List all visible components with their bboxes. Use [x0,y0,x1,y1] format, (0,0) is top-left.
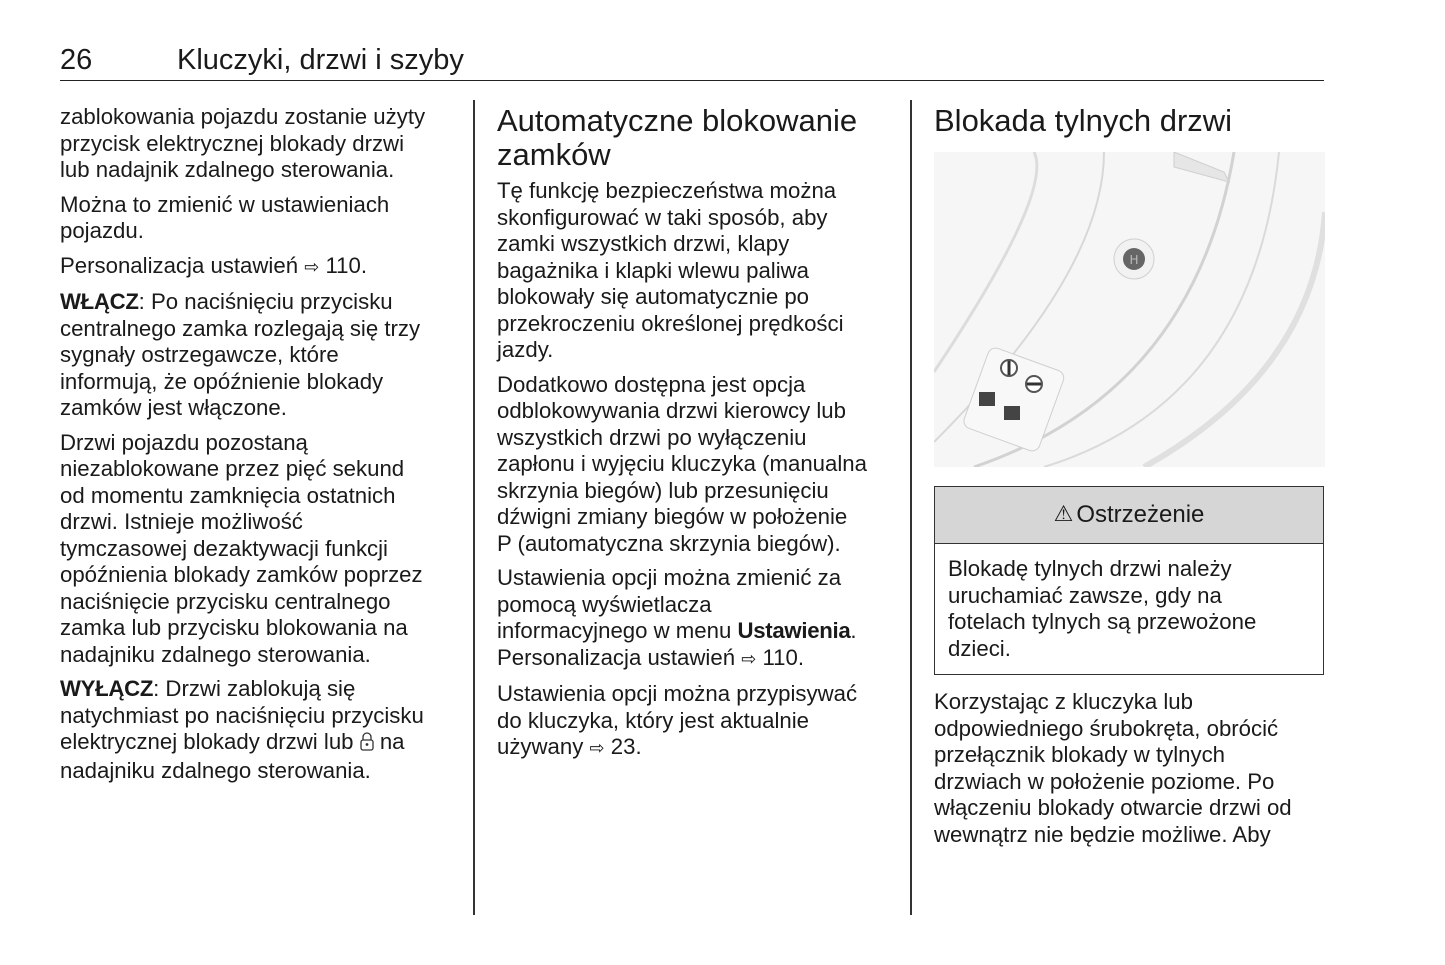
header-rule [60,80,1324,81]
paragraph: Można to zmienić w ustawieniach pojazdu. [60,191,390,243]
column-divider [910,100,912,915]
rear-door-lock-illustration [934,152,1325,467]
paragraph: Drzwi pojazdu pozostaną niezablokowane przez pięć sekund od momentu zamknięcia ostatnich drzwi. Istnieje możliwość tymczasowej dezaktywacji funkcji opóźnienia blokady zamków poprzez naciśnięcie przycisku centralnego zamka lub przycisku blokowania na nadajniku zdalnego sterowania. [60,429,423,667]
paragraph: Dodatkowo dostępna jest opcja odblokowywania drzwi kierowcy lub wszystkich drzwi po wyłączeniu zapłonu i wyjęciu kluczyka (manualna skrzynia biegów) lub przesunięciu dźwigni zmiany biegów w położenie P (automatyczna skrzynia biegów). [497,371,867,556]
warning-title: Ostrzeżenie [1076,500,1205,528]
paragraph: Ustawienia opcji można przypisywać do kluczyka, który jest aktualnie używany ⇨ 23. [497,681,858,759]
arrow-ref-icon: ⇨ [589,738,605,759]
paragraph: Ustawienia opcji można zmienić za pomocą wyświetlacza informacyjnego w menu Ustawienia. Personalizacja ustawień ⇨ 110. [497,565,857,670]
menu-term: Ustawienia [737,618,851,643]
page-number: 26 [60,44,93,76]
term: WŁĄCZ [60,289,139,314]
text: Ustawienia opcji można przypisywać do kluczyka, który jest aktualnie używany [497,681,858,759]
lock-icon [360,731,374,758]
warning-triangle-icon: ⚠ [1053,501,1074,527]
section-heading: Automatyczne blokowanie zamków [497,103,858,172]
warning-box [934,486,1324,675]
paragraph: Personalizacja ustawień ⇨ 110. [60,252,368,278]
arrow-ref-icon: ⇨ [741,648,757,670]
paragraph [60,289,460,422]
page-reference-link[interactable]: 110 [762,644,798,670]
text: : Drzwi zablokują się natychmiast po naciśnięciu przycisku elektrycznej blokady drzwi lub [60,676,424,754]
paragraph: zablokowania pojazdu zostanie użyty przycisk elektrycznej blokady drzwi lub nadajnik zdalnego sterowania. [60,104,426,182]
paragraph: Tę funkcję bezpieczeństwa można skonfigurować w taki sposób, aby zamki wszystkich drzwi, klapy bagażnika i klapki wlewu paliwa blokowały się automatycznie po przekroczeniu określonej prędkości jazdy. [497,178,844,362]
term: WYŁĄCZ [60,676,154,701]
svg-text:H: H [1129,253,1139,267]
text: na nadajniku zdalnego sterowania. [60,729,405,783]
paragraph [60,676,460,784]
column-1 [60,104,460,792]
text: Ustawienia opcji można zmienić za pomocą wyświetlacza informacyjnego w menu [497,565,842,643]
column-2 [497,104,897,771]
page-reference-link[interactable]: 110 [325,252,361,278]
column-divider [473,100,475,915]
warning-body: Blokadę tylnych drzwi należy uruchamiać zawsze, gdy na fotelach tylnych są przewożone dzieci. [948,556,1257,661]
paragraph: Korzystając z kluczyka lub odpowiedniego śrubokręta, obrócić przełącznik blokady w tylnych drzwiach w położenie poziome. Po włączeniu blokady otwarcie drzwi od wewnątrz nie będzie możliwe. Aby [934,689,1292,847]
warning-header [935,487,1323,544]
arrow-ref-icon: ⇨ [304,256,320,278]
section-heading: Blokada tylnych drzwi [934,103,1233,138]
text: Personalizacja ustawień [60,252,305,278]
text: . Personalizacja ustawień [497,618,857,670]
column-3 [934,104,1326,856]
chapter-title: Kluczyki, drzwi i szyby [177,44,464,76]
page-reference-link[interactable]: 23 [610,734,636,759]
text: : Po naciśnięciu przycisku centralnego zamka rozlegają się trzy sygnały ostrzegawcze, które informują, że opóźnienie blokady zamków jest włączone. [60,289,421,420]
